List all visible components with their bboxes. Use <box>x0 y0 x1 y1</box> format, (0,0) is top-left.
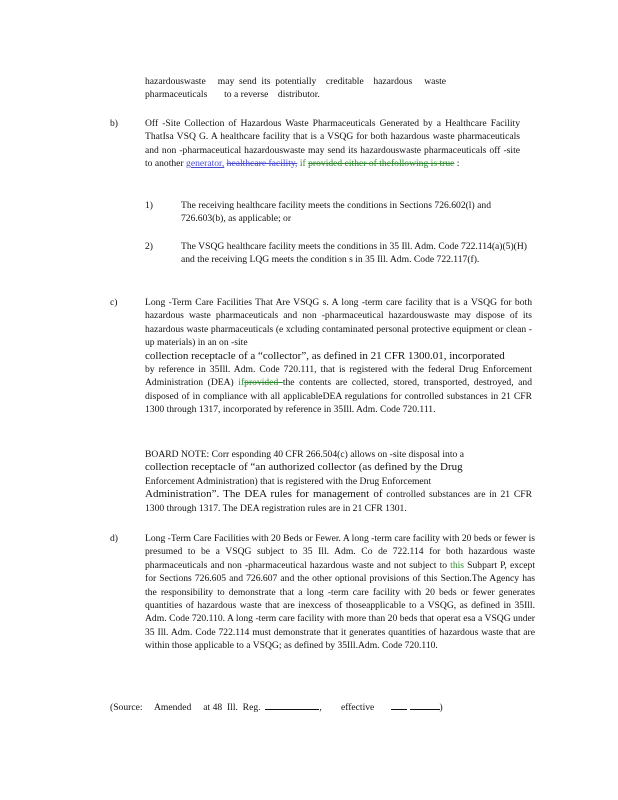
effective-date-blank-2 <box>410 699 440 710</box>
section-d-text-1: Long -Term Care Facilities with 20 Beds or Fewer. A long -term care facility with 20 beds or fewer is presumed to be a VSQG subject to 35 Ill. Adm. Co de 722.114 for both hazardous waste pharmaceuticals and non -pharmaceutical hazardous waste and not subject to <box>145 533 535 571</box>
section-b-paragraph <box>145 117 520 171</box>
section-b-marker: b) <box>110 118 118 129</box>
source-effective: effective <box>340 702 375 713</box>
item-b1-text: The receiving healthcare facility meets the conditions in Sections 726.602(l) and 726.603(b), as applicable; or <box>181 200 491 225</box>
intro-paragraph <box>145 75 475 102</box>
effective-date-blank-1 <box>391 699 407 710</box>
deleted-provided-c: provided <box>244 377 283 389</box>
register-volume-blank <box>265 699 319 710</box>
section-c-marker: c) <box>110 297 118 308</box>
item-b2-text: The VSQG healthcare facility meets the conditions in 35 Ill. Adm. Code 722.114(a)(5)(H) and the receiving LQG meets the condition s in 35 Ill. Adm. Code 722.117(f). <box>181 241 527 266</box>
source-line <box>110 699 530 714</box>
inserted-if-c: if <box>238 377 245 389</box>
intro-line-2: pharmaceuticals to a reverse distributor. <box>145 89 320 101</box>
section-b-text: Off -Site Collection of Hazardous Waste Pharmaceuticals Generated by a Healthcare Facility ThatIsa VSQ G. A healthcare facility that is a VSQG for both hazardous waste pharmaceuticals and non -pharmaceutical hazardouswaste may send its hazardouswaste pharmaceuticals off -site to another <box>145 118 520 170</box>
board-note-paragraph <box>145 448 532 515</box>
board-note-text-3: controlled substances are in 21 CFR 1300 through 1317. The DEA registration rules are in 21 CFR 1301. <box>145 489 532 514</box>
item-b1-marker: 1) <box>145 200 153 211</box>
deleted-healthcare-facility: healthcare facility, <box>226 158 298 170</box>
inserted-generator: generator, <box>186 158 225 170</box>
board-note-big-1: collection receptacle of “an authorized collector (as defined by the Drug <box>145 461 463 474</box>
inserted-this: this <box>450 559 465 571</box>
source-prefix: (Source: Amended at 48 Ill. Reg. <box>110 702 261 713</box>
section-c-text-3: the contents are collected, stored, transported, destroyed, and disposed of in compliance with all applicableDEA regulations for controlled substances in 21 CFR 1300 through 1317, incorporated by reference in 35Ill. Adm. Code 720.111. <box>145 377 532 416</box>
intro-line-1: hazardouswaste may send its potentially creditable hazardous waste <box>145 76 447 87</box>
board-note-big-2: Administration”. The DEA rules for management of <box>145 488 383 501</box>
inserted-if: if <box>297 158 309 170</box>
section-d-marker: d) <box>110 533 118 544</box>
section-b-tail: : <box>454 158 460 170</box>
section-c-text-2: by reference in 35Ill. Adm. Code 720.111, that is registered with the federal Drug Enforcement Administration (DEA) <box>145 364 532 389</box>
source-separator: , <box>319 702 322 713</box>
board-note-text-1: BOARD NOTE: Corr esponding 40 CFR 266.504(c) allows on -site disposal into a <box>145 449 464 460</box>
section-d-paragraph <box>145 532 535 653</box>
section-c-text-1: Long -Term Care Facilities That Are VSQG s. A long -term care facility that is a VSQG for both hazardous waste pharmaceuticals and non -pharmaceutical hazardouswaste may dispose of its hazardous waste pharmaceuticals (e xcluding contaminated personal protective equipment or clean -up materials) in an on -site <box>145 297 532 349</box>
deleted-provided-clause: provided either of thefollowing is true <box>308 158 455 170</box>
section-c-collection-line: collection receptacle of a “collector”, as defined in 21 CFR 1300.01, incorporated <box>145 349 505 362</box>
source-close: ) <box>439 702 443 713</box>
board-note-text-2: Enforcement Administration) that is registered with the Drug Enforcement <box>145 475 432 487</box>
item-b2-marker: 2) <box>145 241 153 252</box>
section-c-paragraph <box>145 296 532 417</box>
section-d-text-2: Subpart P, except for Sections 726.605 and 726.607 and the other optional provisions of this Section.The Agency has the responsibility to demonstrate that a long -term care facility with 20 beds or fewer generates quantities of hazardous waste that are inexcess of thoseapplicable to a VSQG, as defined in 35Ill. Adm. Code 720.110. A long -term care facility with more than 20 beds that operat esa a VSQG under 35 Ill. Adm. Code 722.114 must demonstrate that it generates quantities of hazardous waste that are within those applicable to a VSQG; as defined by 35Ill.Adm. Code 720.110. <box>145 559 535 652</box>
